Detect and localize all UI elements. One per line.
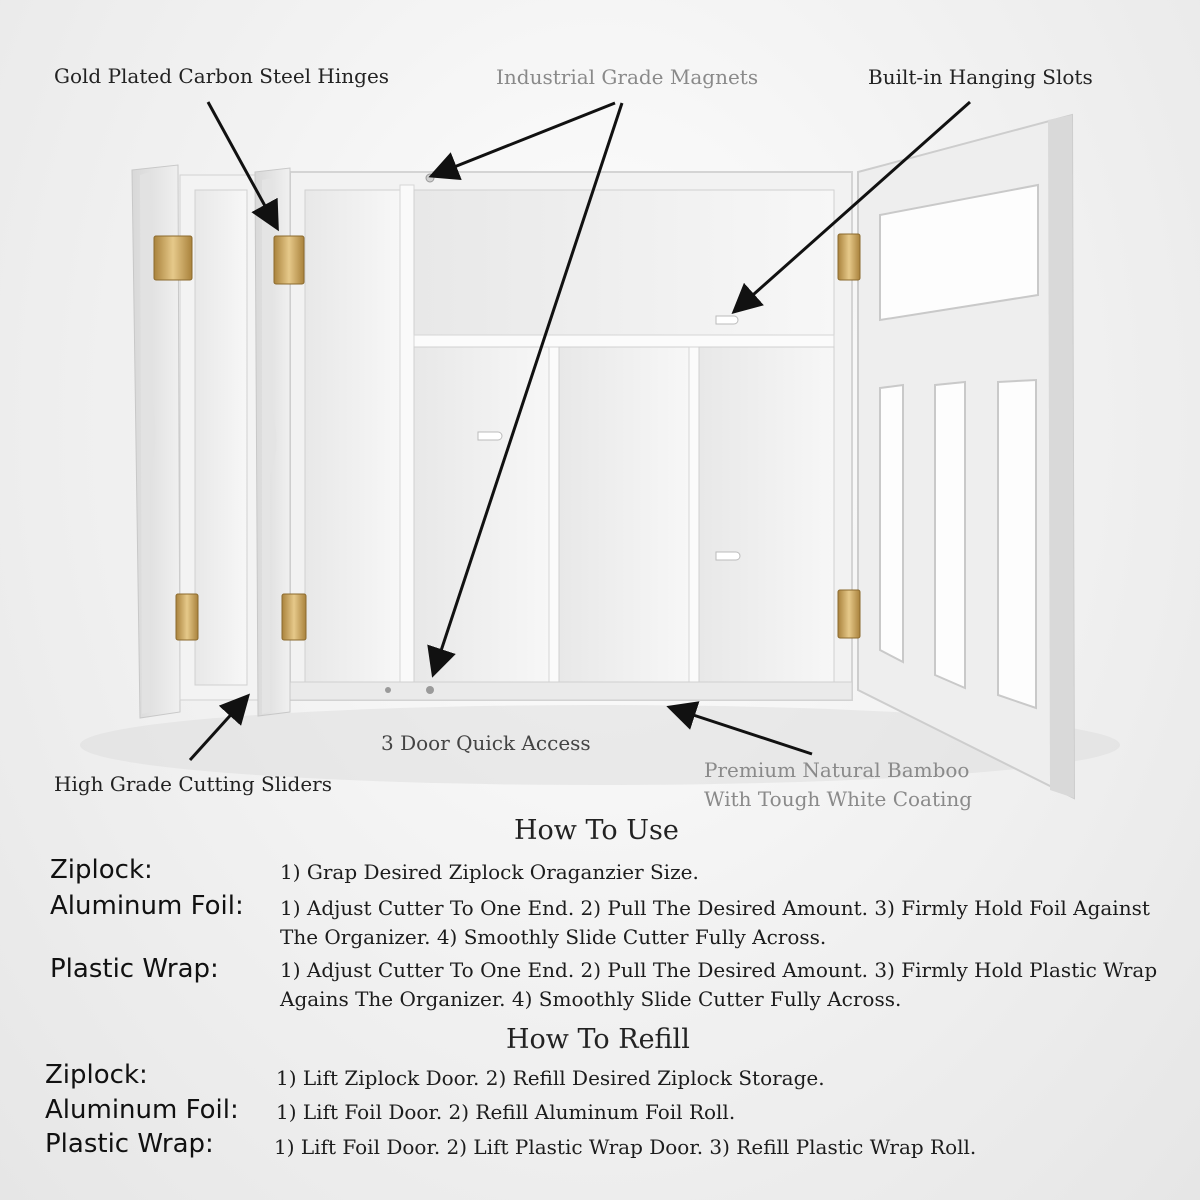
callout-hinges: Gold Plated Carbon Steel Hinges xyxy=(54,64,390,88)
refill-foil-label: Aluminum Foil: xyxy=(45,1095,239,1125)
cabinet-body xyxy=(290,172,852,700)
callout-hanging-slots: Built-in Hanging Slots xyxy=(868,65,1093,89)
how-to-refill-heading: How To Refill xyxy=(506,1024,690,1055)
right-open-door xyxy=(858,115,1074,798)
use-wrap-text: 1) Adjust Cutter To One End. 2) Pull The Desired Amount. 3) Firmly Hold Plastic Wrap Agains The Organizer. 4) Smoothly Slide Cutter Fully Across. xyxy=(280,958,1158,1011)
hinge xyxy=(282,594,306,640)
refill-wrap-label: Plastic Wrap: xyxy=(45,1129,214,1159)
use-ziplock-text: 1) Grap Desired Ziplock Oraganzier Size. xyxy=(280,860,699,884)
hinge xyxy=(838,234,860,280)
callout-bamboo-line2: With Tough White Coating xyxy=(704,787,973,811)
magnet xyxy=(426,174,434,182)
how-to-use-heading: How To Use xyxy=(514,815,679,846)
magnet xyxy=(426,686,434,694)
hanging-slot xyxy=(478,432,502,440)
use-ziplock-label: Ziplock: xyxy=(50,855,153,885)
callout-magnets: Industrial Grade Magnets xyxy=(496,65,759,89)
use-foil-label: Aluminum Foil: xyxy=(50,891,244,921)
refill-ziplock-label: Ziplock: xyxy=(45,1060,148,1090)
hinge xyxy=(176,594,198,640)
callout-doors: 3 Door Quick Access xyxy=(381,731,591,755)
hinge xyxy=(274,236,304,284)
use-foil-text: 1) Adjust Cutter To One End. 2) Pull The Desired Amount. 3) Firmly Hold Foil Against The Organizer. 4) Smoothly Slide Cutter Fully Across. xyxy=(280,896,1150,949)
magnet xyxy=(385,687,391,693)
hanging-slot xyxy=(716,316,738,324)
hanging-slot xyxy=(716,552,740,560)
refill-ziplock-text: 1) Lift Ziplock Door. 2) Refill Desired Ziplock Storage. xyxy=(276,1066,825,1090)
callout-sliders: High Grade Cutting Sliders xyxy=(54,772,332,796)
refill-foil-text: 1) Lift Foil Door. 2) Refill Aluminum Foil Roll. xyxy=(276,1100,736,1124)
refill-wrap-text: 1) Lift Foil Door. 2) Lift Plastic Wrap Door. 3) Refill Plastic Wrap Roll. xyxy=(274,1135,977,1159)
hinge xyxy=(838,590,860,638)
hinge xyxy=(154,236,192,280)
use-wrap-label: Plastic Wrap: xyxy=(50,954,219,984)
callout-bamboo-line1: Premium Natural Bamboo xyxy=(704,758,970,782)
arrow-magnets-top xyxy=(434,103,615,175)
